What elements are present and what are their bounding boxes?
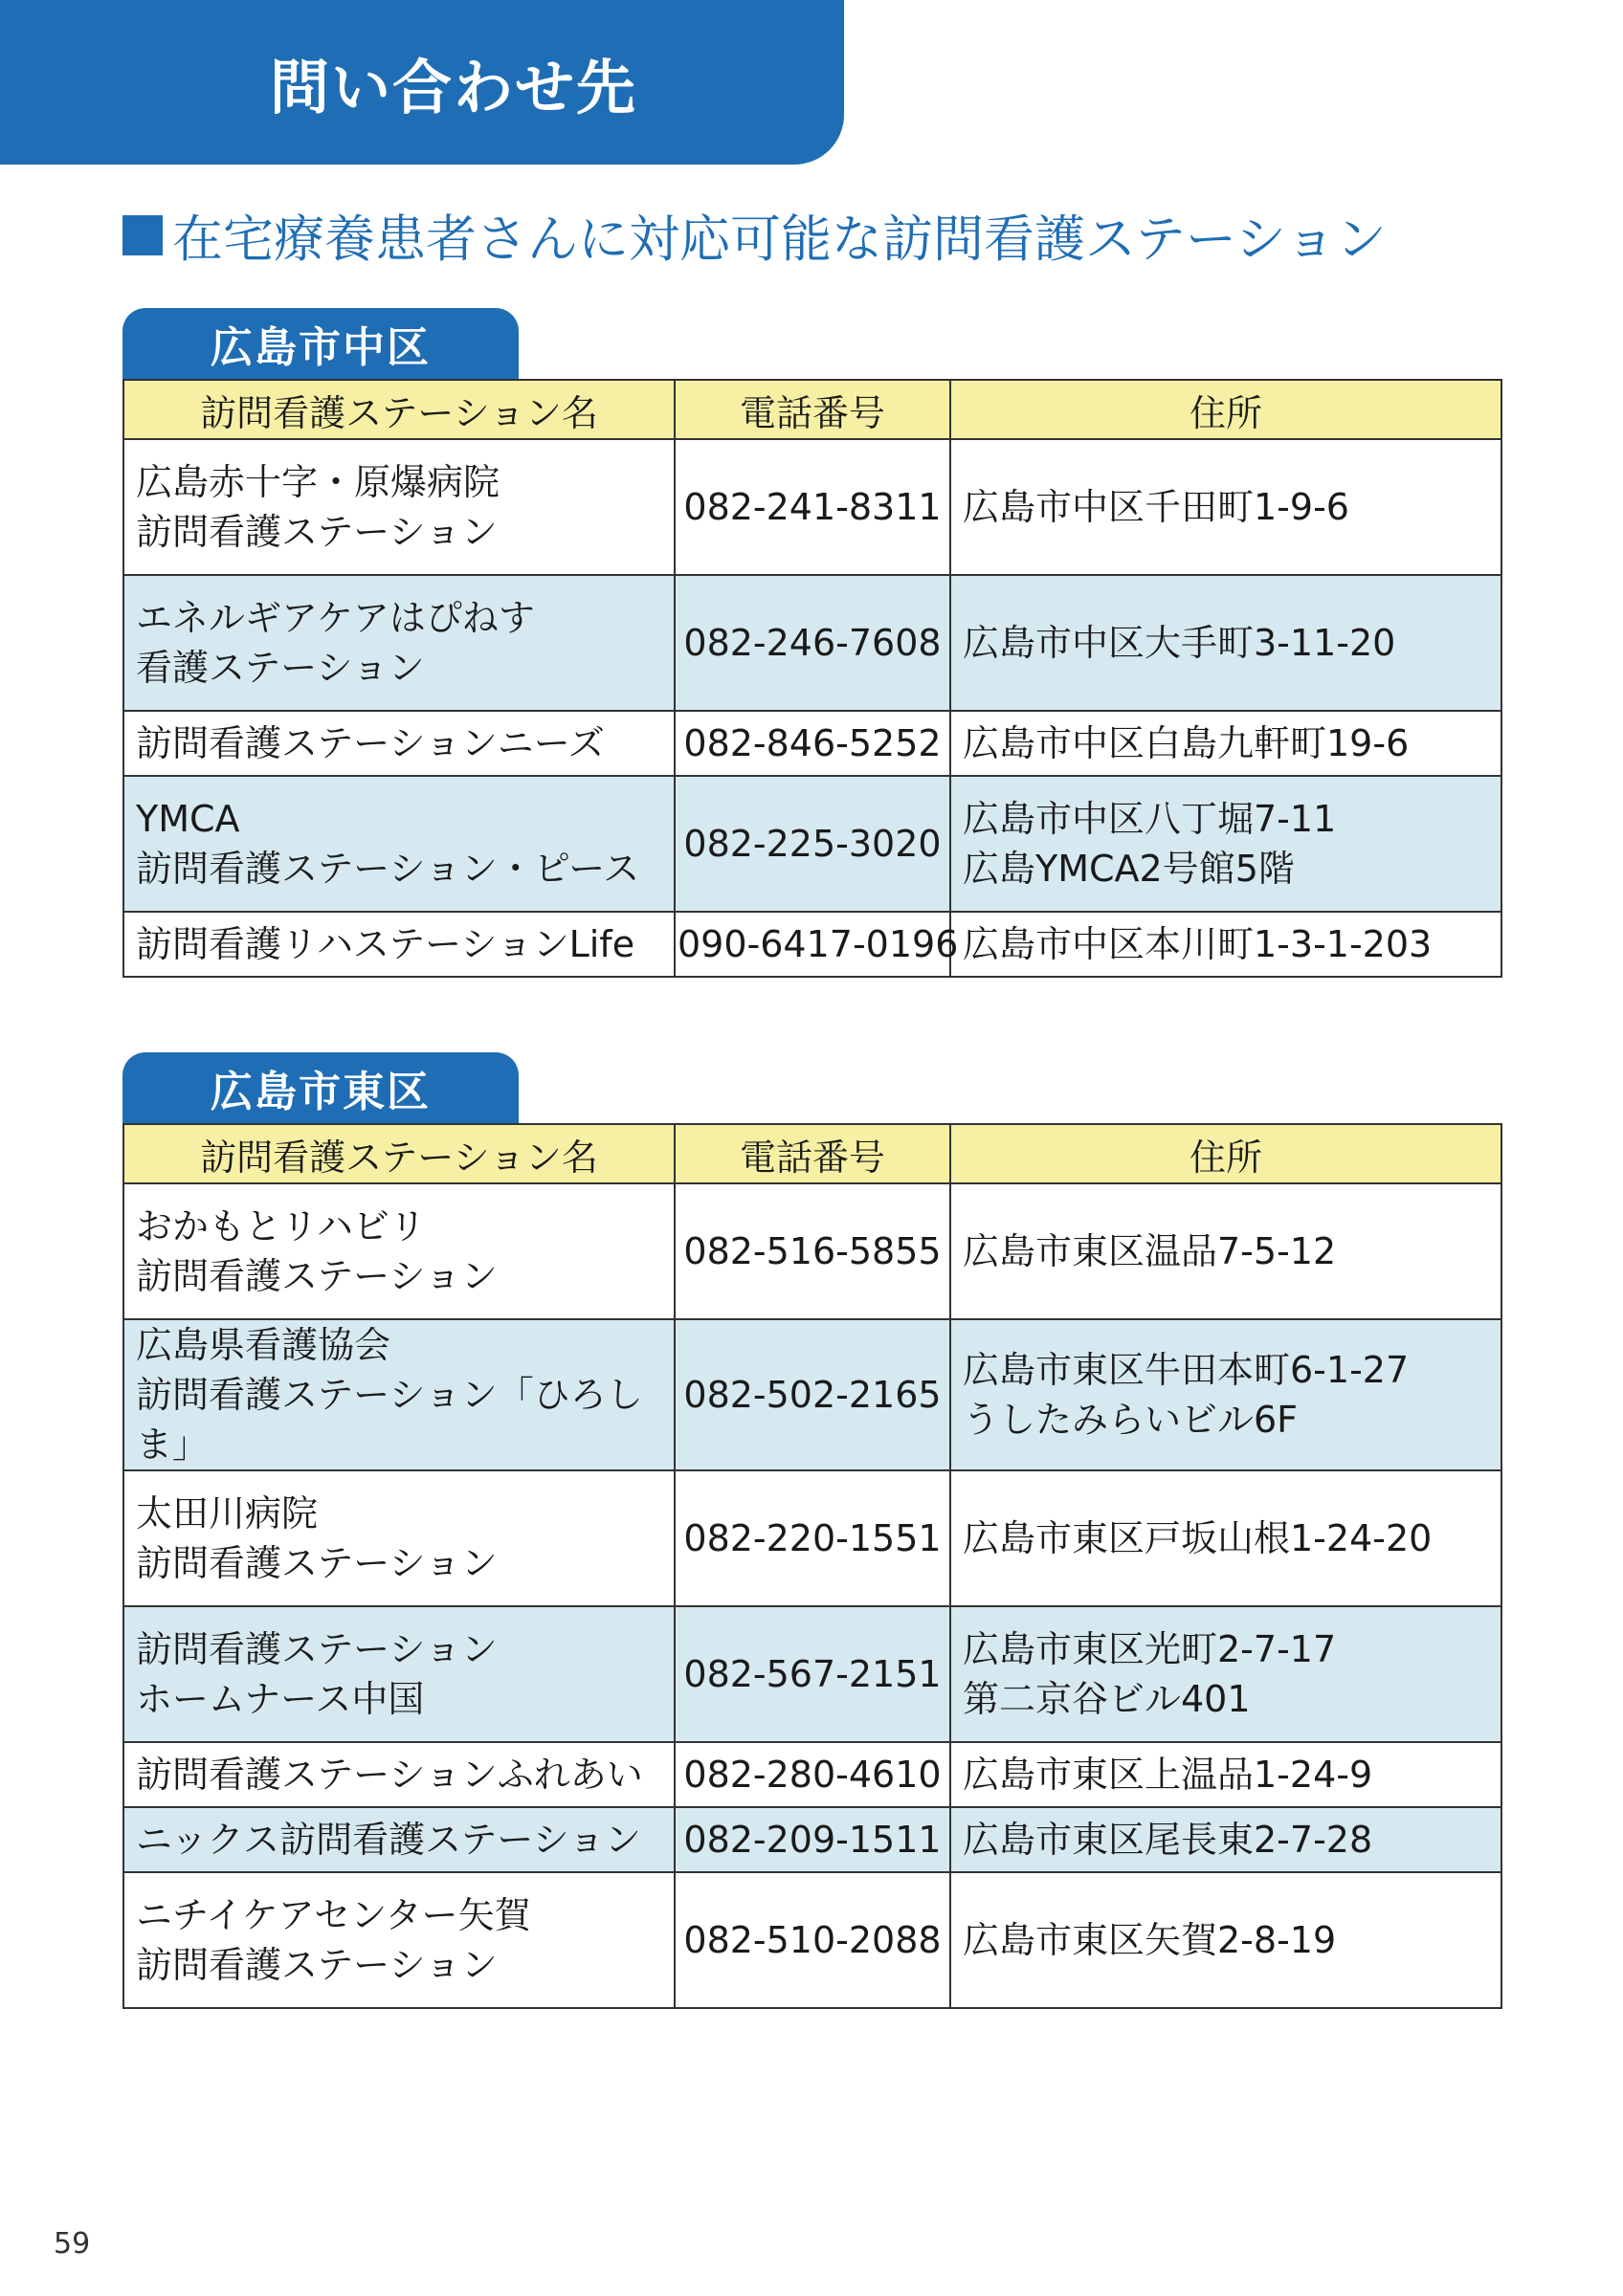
- station-phone: 082-209-1511: [675, 1807, 950, 1872]
- station-address: 広島市東区上温品1-24-9: [950, 1742, 1501, 1807]
- header-name: 訪問看護ステーション名: [123, 380, 675, 439]
- station-phone: 082-225-3020: [675, 776, 950, 912]
- header-name: 訪問看護ステーション名: [123, 1124, 675, 1183]
- station-address: 広島市東区牛田本町6-1-27 うしたみらいビル6F: [950, 1319, 1501, 1470]
- table-row: [123, 711, 1501, 776]
- table-row: [123, 1470, 1501, 1606]
- station-name: ニチイケアセンター矢賀 訪問看護ステーション: [123, 1872, 675, 2008]
- station-phone: 090-6417-0196: [675, 912, 950, 977]
- table-row: [123, 912, 1501, 977]
- header-address: 住所: [950, 380, 1501, 439]
- table-row: [123, 439, 1501, 575]
- station-name: 訪問看護ステーションニーズ: [123, 711, 675, 776]
- station-address: 広島市東区温品7-5-12: [950, 1183, 1501, 1319]
- station-name: 訪問看護ステーション ホームナース中国: [123, 1606, 675, 1742]
- table-row: [123, 776, 1501, 912]
- table-row: [123, 1807, 1501, 1872]
- section-higashi-ku: [122, 1052, 1501, 2009]
- station-name: おかもとリハビリ 訪問看護ステーション: [123, 1183, 675, 1319]
- section-tab: 広島市中区: [122, 308, 519, 379]
- station-name: 広島県看護協会 訪問看護ステーション「ひろしま」: [123, 1319, 675, 1470]
- station-phone: 082-220-1551: [675, 1470, 950, 1606]
- section-naka-ku: [122, 308, 1501, 978]
- page-title: 問い合わせ先: [270, 52, 638, 122]
- station-table: [122, 379, 1502, 978]
- page-number: 59: [54, 2227, 91, 2261]
- station-address: 広島市中区白島九軒町19-6: [950, 711, 1501, 776]
- table-row: [123, 1872, 1501, 2008]
- station-phone: 082-280-4610: [675, 1742, 950, 1807]
- section-subtitle: [122, 199, 1387, 272]
- station-name: 広島赤十字・原爆病院 訪問看護ステーション: [123, 439, 675, 575]
- station-phone: 082-246-7608: [675, 575, 950, 711]
- station-name: ニックス訪問看護ステーション: [123, 1807, 675, 1872]
- header-phone: 電話番号: [675, 1124, 950, 1183]
- station-address: 広島市中区千田町1-9-6: [950, 439, 1501, 575]
- table-row: [123, 575, 1501, 711]
- station-name: 太田川病院 訪問看護ステーション: [123, 1470, 675, 1606]
- section-tab: 広島市東区: [122, 1052, 519, 1123]
- station-phone: 082-846-5252: [675, 711, 950, 776]
- station-phone: 082-241-8311: [675, 439, 950, 575]
- station-phone: 082-567-2151: [675, 1606, 950, 1742]
- station-name: エネルギアケアはぴねす 看護ステーション: [123, 575, 675, 711]
- table-row: [123, 1742, 1501, 1807]
- station-name: 訪問看護リハステーションLife: [123, 912, 675, 977]
- station-phone: 082-516-5855: [675, 1183, 950, 1319]
- header-address: 住所: [950, 1124, 1501, 1183]
- subtitle-text: 在宅療養患者さんに対応可能な訪問看護ステーション: [172, 210, 1387, 269]
- station-address: 広島市中区大手町3-11-20: [950, 575, 1501, 711]
- table-row: [123, 1606, 1501, 1742]
- header-phone: 電話番号: [675, 380, 950, 439]
- station-address: 広島市中区八丁堀7-11 広島YMCA2号館5階: [950, 776, 1501, 912]
- top-banner: [0, 0, 844, 165]
- station-name: 訪問看護ステーションふれあい: [123, 1742, 675, 1807]
- table-row: [123, 1319, 1501, 1470]
- station-table: [122, 1123, 1502, 2009]
- station-address: 広島市東区矢賀2-8-19: [950, 1872, 1501, 2008]
- station-phone: 082-502-2165: [675, 1319, 950, 1470]
- station-address: 広島市東区光町2-7-17 第二京谷ビル401: [950, 1606, 1501, 1742]
- station-address: 広島市東区戸坂山根1-24-20: [950, 1470, 1501, 1606]
- station-address: 広島市東区尾長東2-7-28: [950, 1807, 1501, 1872]
- station-address: 広島市中区本川町1-3-1-203: [950, 912, 1501, 977]
- square-bullet-icon: [122, 215, 163, 255]
- station-phone: 082-510-2088: [675, 1872, 950, 2008]
- table-row: [123, 1183, 1501, 1319]
- station-name: YMCA 訪問看護ステーション・ピース: [123, 776, 675, 912]
